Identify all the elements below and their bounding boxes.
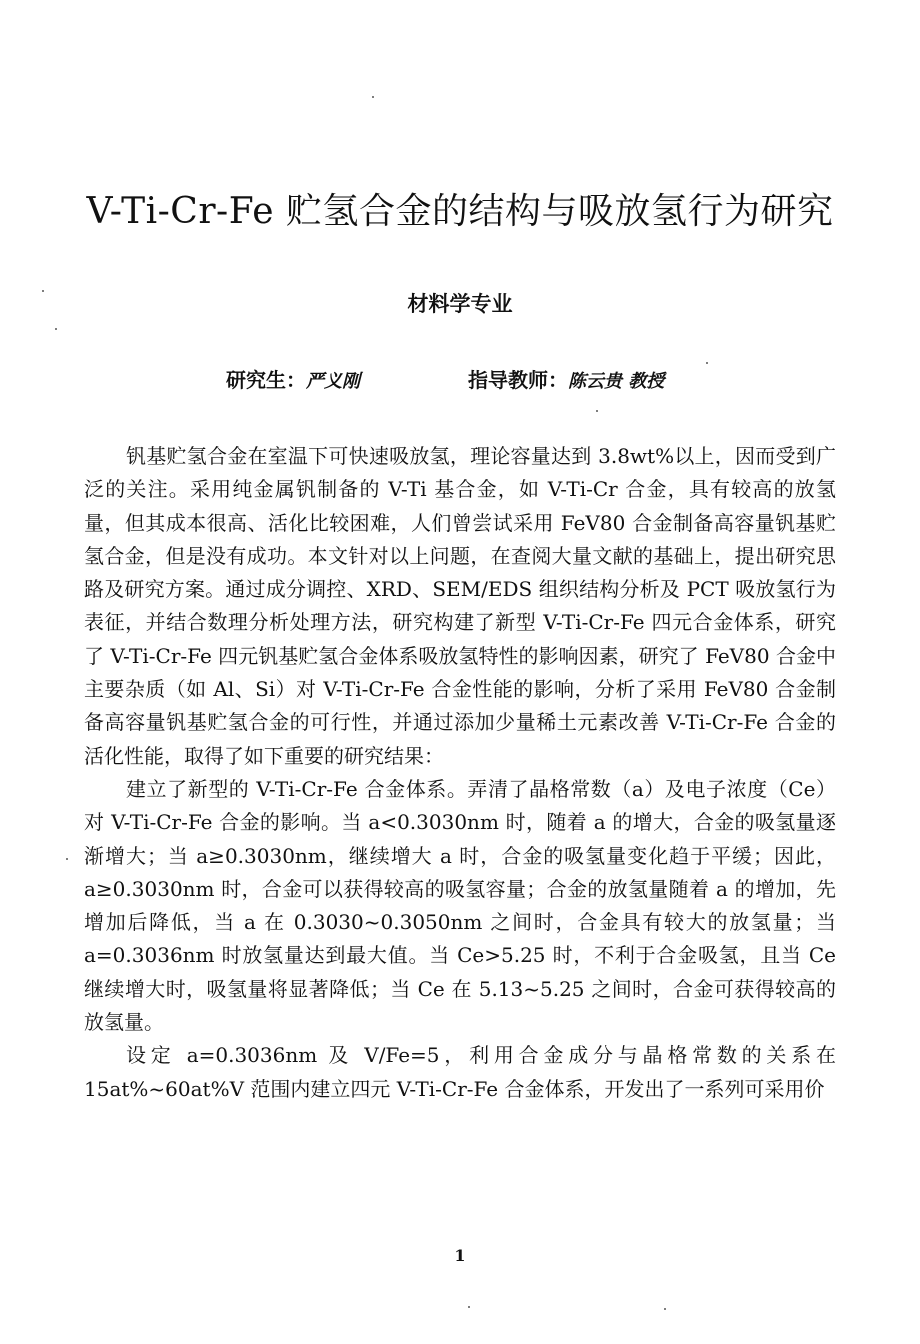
scan-speck: [468, 1306, 470, 1308]
abstract-body: [84, 440, 836, 1106]
scan-speck: [706, 362, 708, 364]
advisor-line: [468, 367, 664, 395]
paragraph-design: 设定 a=0.3036nm 及 V/Fe=5，利用合金成分与晶格常数的关系在 15at%~60at%V 范围内建立四元 V-Ti-Cr-Fe 合金体系，开发出了一系列可采用价: [84, 1043, 836, 1101]
author-label: 研究生：: [226, 368, 306, 392]
scan-speck: [55, 328, 57, 330]
page-number: 1: [454, 1246, 466, 1265]
scan-speck: [66, 858, 68, 860]
scan-speck: [372, 96, 374, 98]
advisor-label: 指导教师：: [468, 368, 568, 392]
scan-speck: [596, 410, 598, 412]
paragraph-results: 建立了新型的 V-Ti-Cr-Fe 合金体系。弄清了晶格常数（a）及电子浓度（Ce）对 V-Ti-Cr-Fe 合金的影响。当 a<0.3030nm 时，随着 a 的增大，合金的吸氢量逐渐增大；当 a≥0.3030nm，继续增大 a 时，合金的吸氢量变化趋于平缓；因此，a≥0.3030nm 时，合金可以获得较高的吸氢容量；合金的放氢量随着 a 的增加，先增加后降低，当 a 在 0.3030~0.3050nm 之间时，合金具有较大的放氢量；当 a=0.3036nm 时放氢量达到最大值。当 Ce>5.25 时，不利于合金吸氢，且当 Ce 继续增大时，吸氢量将显著降低；当 Ce 在 5.13~5.25 之间时，合金可获得较高的放氢量。: [84, 776, 836, 1035]
major-heading: 材料学专业: [407, 291, 513, 316]
advisor-name: 陈云贵 教授: [568, 371, 665, 392]
author-name: 严义刚: [306, 371, 360, 392]
paper-title: V-Ti-Cr-Fe 贮氢合金的结构与吸放氢行为研究: [86, 191, 834, 232]
scan-speck: [664, 1308, 666, 1310]
scan-speck: [42, 290, 44, 292]
paragraph-intro: 钒基贮氢合金在室温下可快速吸放氢，理论容量达到 3.8wt%以上，因而受到广泛的关注。采用纯金属钒制备的 V-Ti 基合金，如 V-Ti-Cr 合金，具有较高的放氢量，但其成本很高、活化比较困难，人们曾尝试采用 FeV80 合金制备高容量钒基贮氢合金，但是没有成功。本文针对以上问题，在查阅大量文献的基础上，提出研究思路及研究方案。通过成分调控、XRD、SEM/EDS 组织结构分析及 PCT 吸放氢行为表征，并结合数理分析处理方法，研究构建了新型 V-Ti-Cr-Fe 四元合金体系，研究了 V-Ti-Cr-Fe 四元钒基贮氢合金体系吸放氢特性的影响因素，研究了 FeV80 合金中主要杂质（如 Al、Si）对 V-Ti-Cr-Fe 合金性能的影响，分析了采用 FeV80 合金制备高容量钒基贮氢合金的可行性，并通过添加少量稀土元素改善 V-Ti-Cr-Fe 合金的活化性能，取得了如下重要的研究结果：: [84, 444, 836, 768]
author-line: [226, 367, 360, 395]
